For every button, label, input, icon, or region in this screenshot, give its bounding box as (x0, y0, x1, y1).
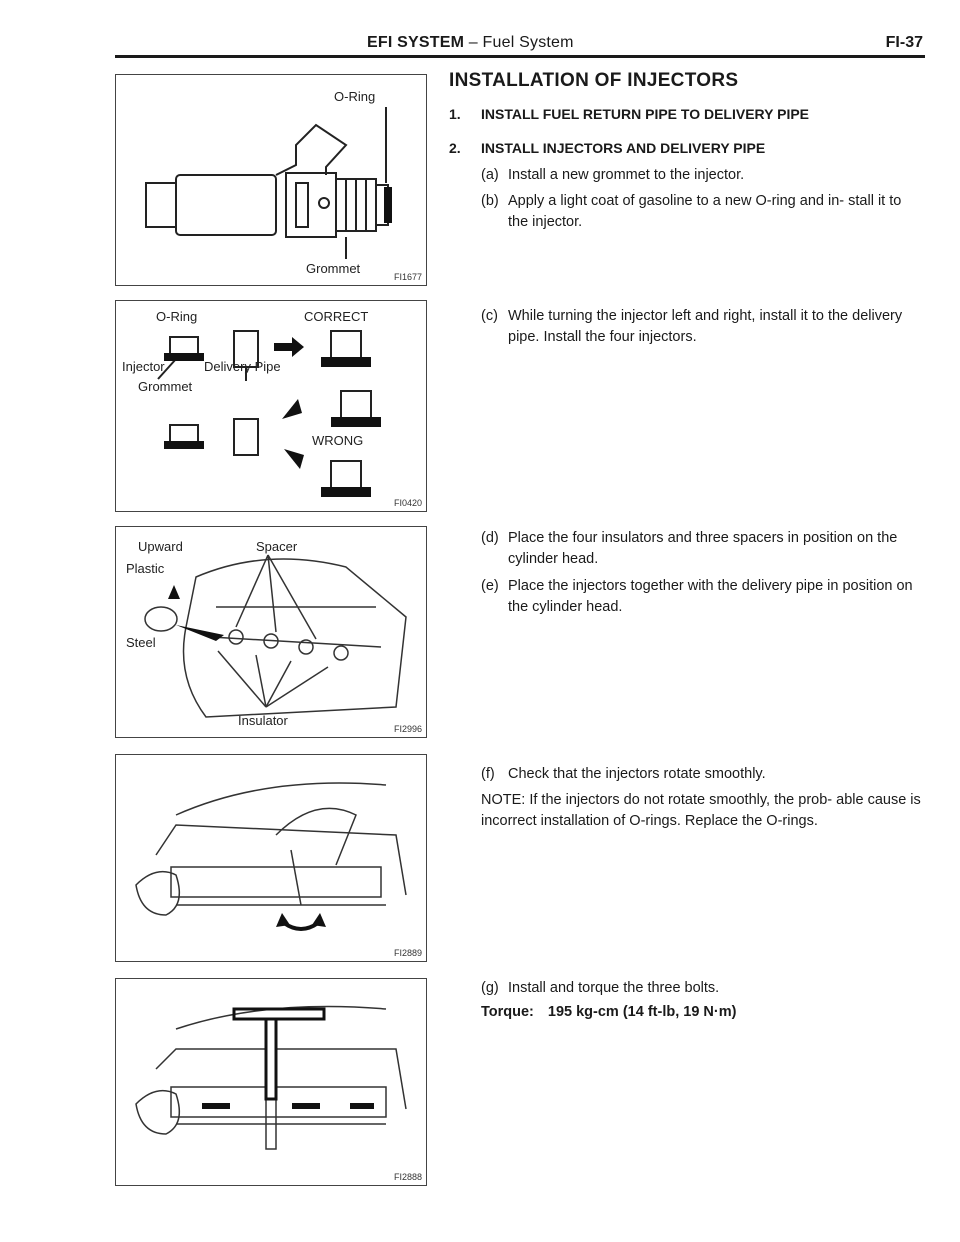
page-code: FI-37 (885, 34, 923, 51)
substep-label: (b) (481, 193, 499, 209)
substep-label: (c) (481, 308, 498, 324)
label-correct: CORRECT (304, 309, 369, 324)
substep-d (481, 528, 921, 570)
label-steel: Steel (126, 635, 156, 650)
torque-label: Torque: (481, 1004, 534, 1020)
figure-code: FI1677 (393, 272, 422, 282)
substep-label: (f) (481, 766, 495, 782)
substep-text: Check that the injectors rotate smoothly. (508, 766, 766, 782)
install-illustration (116, 301, 426, 511)
header-dash: – (468, 34, 478, 51)
torque-illustration (116, 979, 426, 1185)
substep-g (481, 978, 921, 999)
torque-spec (481, 1004, 921, 1020)
header-subsection: Fuel System (482, 34, 574, 51)
cylinder-head-illustration (116, 527, 426, 737)
step-text: INSTALL FUEL RETURN PIPE TO DELIVERY PIPE (481, 106, 810, 122)
substep-label: (g) (481, 980, 499, 996)
substep-text: Install a new grommet to the injector. (508, 167, 745, 183)
page-header (115, 32, 925, 56)
rotate-illustration (116, 755, 426, 961)
label-insulator: Insulator (238, 713, 288, 728)
substep-label: (e) (481, 578, 499, 594)
substep-a (481, 165, 921, 186)
substep-f (481, 764, 921, 785)
header-title (367, 34, 574, 52)
header-section: EFI SYSTEM (367, 34, 465, 51)
figure-code: FI2889 (393, 948, 422, 958)
section-title: INSTALLATION OF INJECTORS (449, 70, 739, 91)
label-delivery-pipe: Delivery Pipe (204, 359, 281, 374)
torque-value: 195 kg-cm (14 ft-lb, 19 N·m) (547, 1004, 737, 1020)
step-number: 2. (449, 140, 461, 156)
figure-insulator-spacer (115, 526, 427, 738)
label-injector: Injector (122, 359, 165, 374)
figure-injector-oring (115, 74, 427, 286)
substep-c (481, 306, 921, 348)
figure-code: FI2888 (393, 1172, 422, 1182)
label-grommet: Grommet (138, 379, 193, 394)
substep-b (481, 191, 921, 233)
substep-label: (a) (481, 167, 499, 183)
substep-e (481, 576, 921, 618)
step-text: INSTALL INJECTORS AND DELIVERY PIPE (481, 140, 766, 156)
note-text: NOTE: If the injectors do not rotate smoothly, the prob- able cause is incorrect installation of O-rings. Replace the O-rings. (481, 792, 921, 829)
label-o-ring: O-Ring (334, 89, 376, 104)
label-o-ring: O-Ring (156, 309, 198, 324)
figure-correct-wrong (115, 300, 427, 512)
step-number: 1. (449, 106, 461, 122)
figure-code: FI0420 (393, 498, 422, 508)
label-upward: Upward (138, 539, 183, 554)
substep-text: Place the four insulators and three spacers in position on the cylinder head. (508, 530, 898, 567)
label-wrong: WRONG (312, 433, 364, 448)
step-1 (449, 106, 809, 122)
substep-label: (d) (481, 530, 499, 546)
header-rule (115, 55, 925, 58)
substep-text: Install and torque the three bolts. (508, 980, 720, 996)
step-2 (449, 140, 765, 156)
substep-text: While turning the injector left and right, install it to the delivery pipe. Install the four injectors. (508, 308, 903, 345)
substep-text: Place the injectors together with the delivery pipe in position on the cylinder head. (508, 578, 913, 615)
figure-torque-bolts (115, 978, 427, 1186)
label-plastic: Plastic (126, 561, 165, 576)
substep-text: Apply a light coat of gasoline to a new O-ring and in- stall it to the injector. (508, 193, 902, 230)
label-grommet: Grommet (306, 261, 361, 276)
label-spacer: Spacer (256, 539, 298, 554)
figure-rotate-check (115, 754, 427, 962)
figure-code: FI2996 (393, 724, 422, 734)
injector-illustration (116, 75, 426, 285)
